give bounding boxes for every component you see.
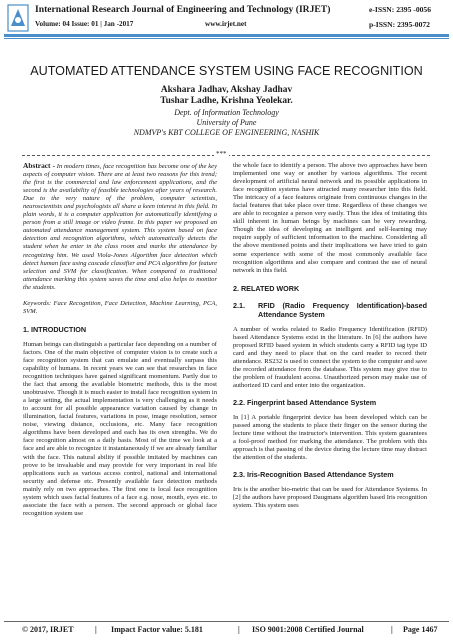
p-issn: p-ISSN: 2395-0072 <box>369 20 430 29</box>
right-column <box>233 162 427 510</box>
footer-separator: | <box>238 625 240 634</box>
e-issn: e-ISSN: 2395 -0056 <box>369 5 432 14</box>
authors-line-2: Tushar Ladhe, Krishna Yeolekar. <box>160 96 293 106</box>
separator-mark: *** <box>216 150 227 158</box>
abstract <box>23 162 217 292</box>
affiliation-university: University of Pune <box>196 118 257 127</box>
header-rule-thin <box>4 38 449 39</box>
footer-rule <box>4 621 449 622</box>
subsection-heading-rfid <box>233 301 427 319</box>
rfid-text: A number of works related to Radio Frequency Identification (RFID) based Attendance Systems exist in the literature. In [6] the authors have proposed RFID based system in which students carry a RFID tag type ID card and they need to place that on the card reader to record their attendance. RS232 is used to connect the system to the computer and save the recorded attendance from the database. This system may give rise to the problem of fraudulent access. Unauthorized person may make use of authorized ID card and enter into the organization. <box>233 325 427 389</box>
journal-volume: Volume: 04 Issue: 01 | Jan -2017 <box>35 20 134 28</box>
paper-title: AUTOMATED ATTENDANCE SYSTEM USING FACE RECOGNITION <box>30 64 423 78</box>
footer-iso: ISO 9001:2008 Certified Journal <box>252 625 364 634</box>
journal-header <box>0 0 453 44</box>
footer-copyright: © 2017, IRJET <box>22 625 74 634</box>
subsection-title: RFID (Radio Frequency Identification)-based Attendance System <box>258 300 427 319</box>
iris-text: Iris is the another bio-metric that can be used for Attendance Systems. In [2] the authors have proposed Daugmans algorithm based Iris recognition system. This system uses <box>233 486 427 510</box>
left-column <box>23 162 217 518</box>
footer-page: Page 1467 <box>403 625 438 634</box>
subsection-number: 2.1. <box>233 300 245 310</box>
abstract-text: In modern times, face recognition has become one of the key aspects of computer vision. There are at least two reasons for this trend; the first is the commercial and law enforcement applications, and the second is the availability of feasible technologies after years of research. Due to the very nature of the problem, computer scientists, neuroscientists and psychologists all share a keen interest in this field. In plain words, it is a computer application for automatically identifying a person from a still image or video frame. In this paper we proposed an automated attendance management system. This system based on face detection and recognition algorithms, which automatically detects the student when he enter in the class room and marks the attendance by recognizing him. We used Viola-Jones Algorithm face detection which detect human face using cascade classifier and PCA algorithm for feature selection and SVM for classification. When compared to traditional attendance marking this system saves the time and also helps to monitor the students. <box>23 163 217 291</box>
header-rule <box>4 34 449 37</box>
introduction-continued: the whole face to identify a person. The above two approaches have been implemented one way or another by various algorithms. The recent development of artificial neural network and its possible applications in face recognition systems have attracted many researcher into this field. The intricacy of a face features originate from continuous changes in the facial features that take place over time. Regardless of these changes we are able to recognize a person very easily. Thus the idea of imitating this skill inherent in human beings by machines can be very rewarding. Though the idea of developing an intelligent and self-learning may require supply of sufficient information to the machine. Considering all the above mentioned points and their implications we have tried to gain some experience with some of the most commonly available face recognition algorithms and also compare and contrast the use of neural network in this field. <box>233 162 427 274</box>
subsection-heading-fingerprint: 2.2. Fingerprint based Attendance System <box>233 398 377 408</box>
affiliation-dept: Dept. of Information Technology <box>174 108 279 117</box>
fingerprint-text: In [1] A portable fingerprint device has been developed which can be passed among the students to place their finger on the sensor during the lecture time without the instructor's intervention. This system guarantees a fool-proof method for marking the attendance. The problem with this approach is that passing of the device during the lecture time may distract the attention of the students. <box>233 414 427 462</box>
journal-url: www.irjet.net <box>205 20 247 28</box>
journal-name: International Research Journal of Engineering and Technology (IRJET) <box>35 4 331 15</box>
section-heading-related-work: 2. RELATED WORK <box>233 283 300 293</box>
keywords: Keywords: Face Recognition, Face Detection, Machine Learning, PCA, SVM. <box>23 299 217 315</box>
irjet-logo-icon <box>7 4 29 32</box>
subsection-heading-iris: 2.3. Iris-Recognition Based Attendance System <box>233 470 394 480</box>
abstract-label: Abstract - <box>23 161 55 170</box>
authors-line-1: Akshara Jadhav, Akshay Jadhav <box>160 85 293 95</box>
footer-separator: | <box>95 625 97 634</box>
affiliation-college: NDMVP's KBT COLLEGE OF ENGINEERING, NASHIK <box>133 128 320 137</box>
introduction-text: Human beings can distinguish a particular face depending on a number of factors. One of the main objective of computer vision is to create such a face recognition system that can emulate and eventually surpass this capability of humans. In recent years we can see that researches in face recognition techniques have gained significant momentum. Partly due to the fact that among the available biometric methods, this is the most unobtrusive. Though it is much easier to install face recognition system in a large setting, the actual implementation is very challenging as it needs to account for all possible appearance variation caused by change in illumination, facial features, variations in pose, image resolution, sensor noise, viewing distance, occlusions, etc. Many face recognition algorithms have been developed and each has its own strengths. We do face recognition almost on a daily basis. Most of the time we look at a face and are able to recognize it instantaneously if we are already familiar with the face. This natural ability if possible imitated by machines can prove to be invaluable and may provide for very important in real life applications such as various access control, national and international security and defense etc. Presently available face detection methods mainly rely on two approaches. The first one is local face recognition system which uses facial features of a face e.g. nose, mouth, eyes etc. to associate the face with a person. The second approach or global face recognition system use <box>23 340 217 517</box>
section-heading-introduction: 1. INTRODUCTION <box>23 324 87 334</box>
footer-separator: | <box>391 625 393 634</box>
footer-impact-factor: Impact Factor value: 5.181 <box>111 625 203 634</box>
